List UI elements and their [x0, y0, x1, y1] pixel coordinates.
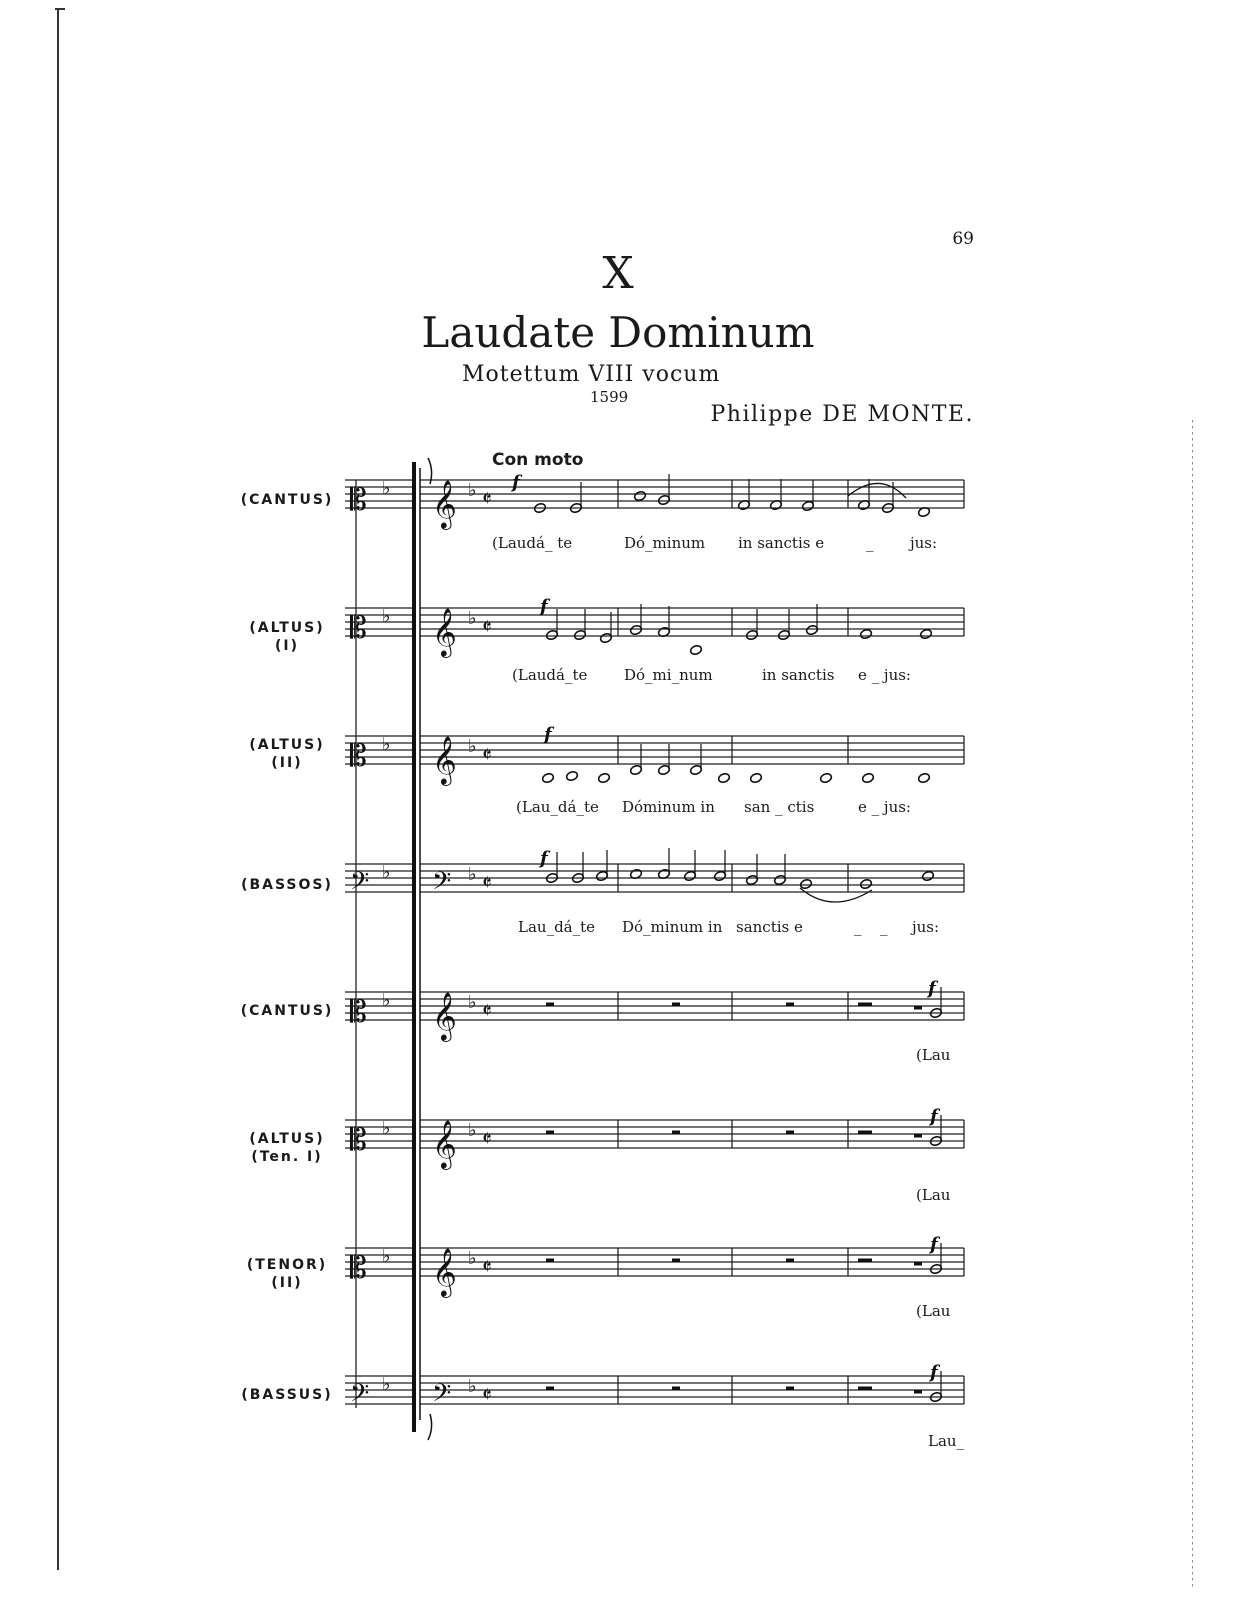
flat-icon: ♭: [382, 862, 391, 883]
dynamic-mark: f: [928, 978, 936, 999]
piece-title: Laudate Dominum: [421, 308, 815, 357]
rest-icon: [786, 1387, 794, 1391]
page-number: 69: [952, 229, 974, 249]
lyric: _: [880, 918, 888, 936]
dynamic-mark: f: [540, 848, 548, 869]
rest-icon: [546, 1387, 554, 1391]
lyric: (Lau: [916, 1302, 951, 1320]
rest-icon: [546, 1131, 554, 1135]
c-clef-icon: 𝄡: [350, 1251, 367, 1286]
note-head: [919, 628, 932, 639]
rest-icon: [672, 1003, 680, 1007]
flat-icon: ♭: [382, 606, 391, 627]
tie: [800, 888, 872, 902]
dynamic-mark: f: [544, 724, 552, 745]
cut-time-icon: 𝄵: [482, 1255, 492, 1280]
rest-icon: [546, 1259, 554, 1263]
flat-icon: ♭: [382, 1118, 391, 1139]
c-clef-icon: 𝄡: [350, 1123, 367, 1158]
rest-icon: [858, 1387, 872, 1391]
lyric: Dó_mi_num: [624, 666, 713, 684]
note-head: [541, 772, 554, 783]
rest-icon: [546, 1003, 554, 1007]
lyric: (Laudá_ te: [492, 534, 573, 552]
piece-number: X: [602, 248, 634, 299]
cut-time-icon: 𝄵: [482, 1127, 492, 1152]
note-head: [799, 878, 812, 889]
flat-icon: ♭: [382, 1246, 391, 1267]
voice-label-bassos: (BASSOS): [241, 877, 333, 893]
lyric: (Lau_dá_te: [516, 798, 599, 816]
rest-icon: [672, 1259, 680, 1263]
lyric: jus:: [912, 918, 940, 936]
note-head: [819, 772, 832, 783]
lyric: Dó_minum in: [622, 918, 723, 936]
lyric: (Lau: [916, 1046, 951, 1064]
piece-year: 1599: [590, 388, 629, 406]
cut-time-icon: 𝄵: [482, 999, 492, 1024]
lyric: (Laudá_te: [512, 666, 588, 684]
lyric: _: [854, 918, 862, 936]
rest-icon: [786, 1259, 794, 1263]
dynamic-mark: f: [512, 472, 520, 493]
flat-icon: ♭: [382, 734, 391, 755]
cut-time-icon: 𝄵: [482, 743, 492, 768]
voice-label-bassus: (BASSUS): [241, 1387, 333, 1403]
bass-clef-icon: 𝄢: [432, 867, 452, 902]
lyric: jus:: [910, 534, 938, 552]
voice-label-cantus-2: (CANTUS): [240, 1003, 334, 1019]
c-clef-icon: 𝄡: [350, 611, 367, 646]
c-clef-icon: 𝄡: [350, 739, 367, 774]
rest-icon: [914, 1390, 922, 1394]
flat-icon: ♭: [468, 992, 477, 1013]
bass-clef-icon: 𝄢: [350, 1379, 370, 1414]
tempo-marking: Con moto: [492, 450, 584, 470]
c-clef-icon: 𝄡: [350, 995, 367, 1030]
note-head: [859, 628, 872, 639]
c-clef-icon: 𝄡: [350, 483, 367, 518]
rest-icon: [858, 1003, 872, 1007]
flat-icon: ♭: [468, 480, 477, 501]
bass-clef-icon: 𝄢: [350, 867, 370, 902]
note-head: [689, 644, 702, 655]
note-head: [749, 772, 762, 783]
treble-clef-icon: 𝄞: [432, 1247, 457, 1296]
cut-time-icon: 𝄵: [482, 615, 492, 640]
rest-icon: [914, 1134, 922, 1138]
flat-icon: ♭: [382, 1374, 391, 1395]
note-head: [633, 490, 646, 501]
cut-time-icon: 𝄵: [482, 1383, 492, 1408]
lyric: (Lau: [916, 1186, 951, 1204]
lyric: e _ jus:: [858, 798, 911, 816]
dynamic-mark: f: [540, 596, 548, 617]
cut-time-icon: 𝄵: [482, 871, 492, 896]
flat-icon: ♭: [468, 608, 477, 629]
note-head: [921, 870, 934, 881]
rest-icon: [672, 1387, 680, 1391]
lyric: Lau_: [928, 1432, 965, 1450]
note-head: [717, 772, 730, 783]
voice-label-cantus-1: (CANTUS): [240, 492, 334, 508]
treble-clef-icon: 𝄞: [432, 607, 457, 656]
dynamic-mark: f: [930, 1106, 938, 1127]
note-head: [859, 878, 872, 889]
lyric: Lau_dá_te: [518, 918, 596, 936]
lyric: e _ jus:: [858, 666, 911, 684]
note-head: [565, 770, 578, 781]
lyric: Dóminum in: [622, 798, 715, 816]
flat-icon: ♭: [468, 1376, 477, 1397]
lyric: Dó_minum: [624, 534, 706, 552]
tie: [848, 483, 906, 498]
lyric: san _ ctis: [744, 798, 815, 816]
rest-icon: [858, 1131, 872, 1135]
voice-label-altus-ten1: (ALTUS) (Ten. I): [249, 1131, 325, 1165]
flat-icon: ♭: [468, 1120, 477, 1141]
flat-icon: ♭: [382, 990, 391, 1011]
flat-icon: ♭: [468, 1248, 477, 1269]
lyric: sanctis e: [736, 918, 803, 936]
flat-icon: ♭: [468, 864, 477, 885]
rest-icon: [914, 1006, 922, 1010]
lyric: _: [866, 534, 874, 552]
rest-icon: [786, 1131, 794, 1135]
bass-clef-icon: 𝄢: [432, 1379, 452, 1414]
flat-icon: ♭: [382, 478, 391, 499]
note-head: [597, 772, 610, 783]
bracket-hook: [428, 1414, 432, 1440]
voice-label-tenor-2: (TENOR) (II): [246, 1257, 328, 1291]
treble-clef-icon: 𝄞: [432, 1119, 457, 1168]
dynamic-mark: f: [930, 1234, 938, 1255]
piece-subtitle: Motettum VIII vocum: [462, 362, 721, 387]
treble-clef-icon: 𝄞: [432, 735, 457, 784]
composer-name: Philippe DE MONTE.: [710, 402, 974, 427]
rest-icon: [786, 1003, 794, 1007]
voice-label-altus-2: (ALTUS) (II): [249, 737, 325, 771]
rest-icon: [914, 1262, 922, 1266]
note-head: [917, 772, 930, 783]
rest-icon: [672, 1131, 680, 1135]
cut-time-icon: 𝄵: [482, 487, 492, 512]
voice-label-altus-1: (ALTUS) (I): [249, 620, 325, 654]
lyric: in sanctis: [762, 666, 835, 684]
note-head: [861, 772, 874, 783]
rest-icon: [858, 1259, 872, 1263]
flat-icon: ♭: [468, 736, 477, 757]
treble-clef-icon: 𝄞: [432, 479, 457, 528]
dynamic-mark: f: [930, 1362, 938, 1383]
treble-clef-icon: 𝄞: [432, 991, 457, 1040]
lyric: in sanctis e: [738, 534, 825, 552]
